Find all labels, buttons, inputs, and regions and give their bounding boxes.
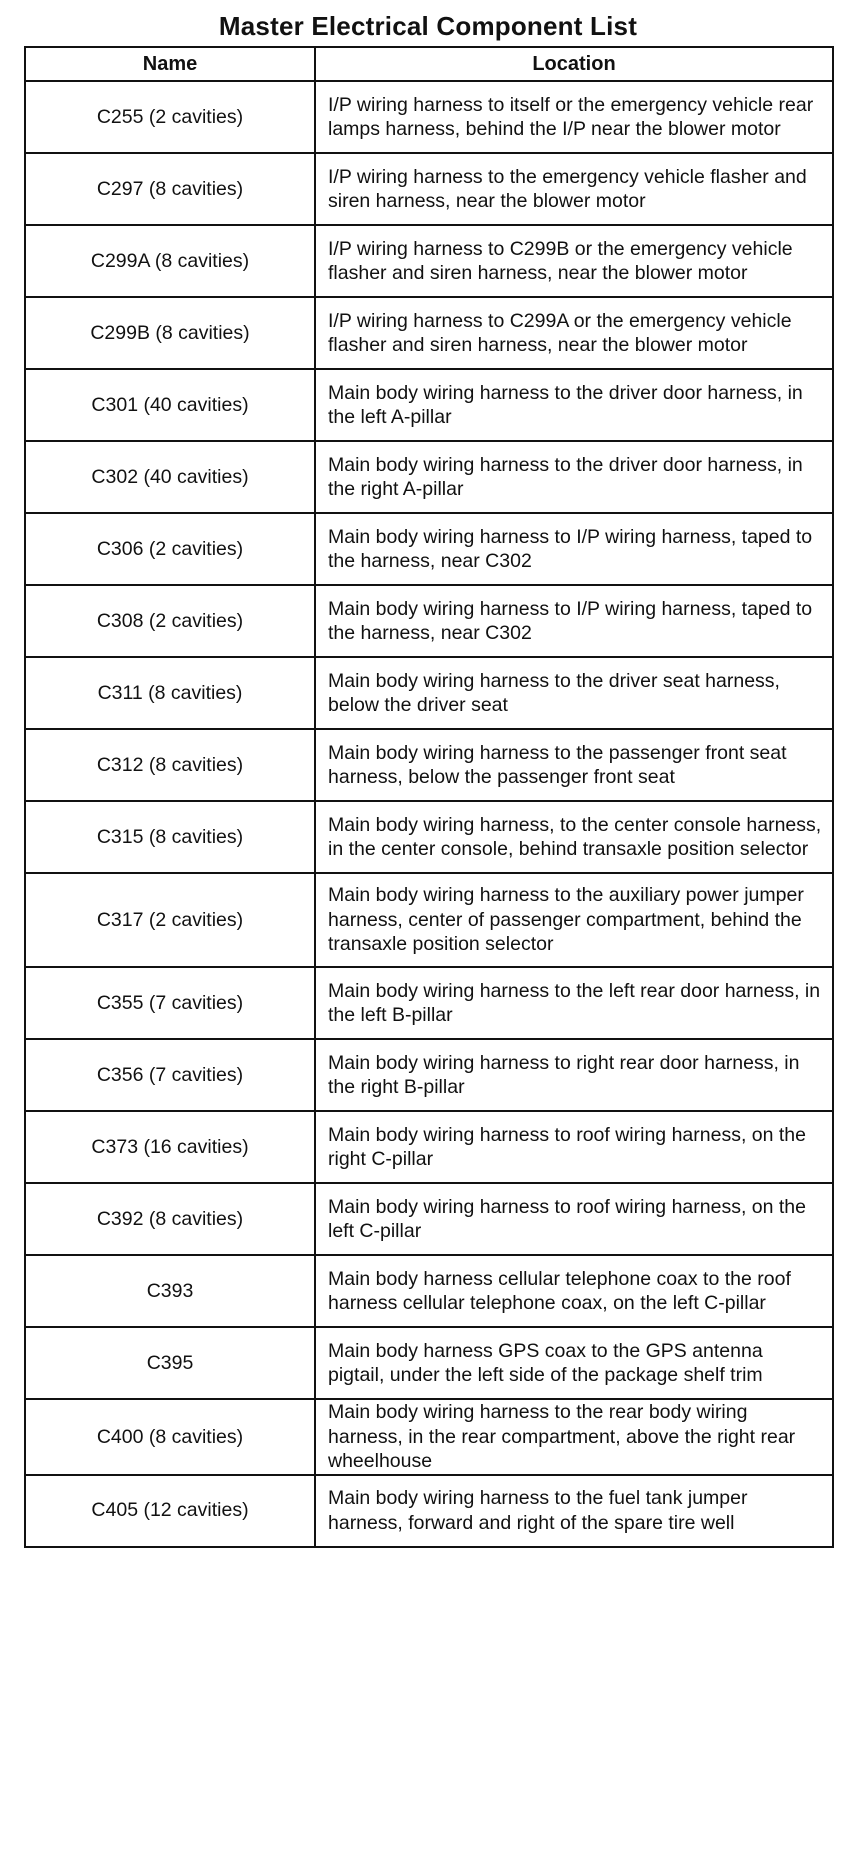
component-location-cell: I/P wiring harness to the emergency vehicle flasher and siren harness, near the blower motor (315, 153, 833, 225)
component-name-cell: C317 (2 cavities) (25, 873, 315, 967)
component-location-cell: Main body wiring harness to the driver door harness, in the right A-pillar (315, 441, 833, 513)
component-table (24, 46, 834, 1548)
component-name-cell: C255 (2 cavities) (25, 81, 315, 153)
table-row (25, 657, 833, 729)
component-name-cell: C405 (12 cavities) (25, 1475, 315, 1547)
component-name-cell: C355 (7 cavities) (25, 967, 315, 1039)
component-name-cell: C400 (8 cavities) (25, 1399, 315, 1475)
table-row (25, 801, 833, 873)
component-location-cell: Main body wiring harness to the left rear door harness, in the left B-pillar (315, 967, 833, 1039)
component-location-cell: Main body wiring harness to I/P wiring harness, taped to the harness, near C302 (315, 513, 833, 585)
table-row (25, 1111, 833, 1183)
component-name-cell: C299B (8 cavities) (25, 297, 315, 369)
component-location-cell: Main body wiring harness to right rear door harness, in the right B-pillar (315, 1039, 833, 1111)
table-row (25, 1475, 833, 1547)
column-header-name: Name (25, 47, 315, 81)
component-location-cell: Main body wiring harness to roof wiring harness, on the left C-pillar (315, 1183, 833, 1255)
table-header-row (25, 47, 833, 81)
component-location-cell: Main body harness GPS coax to the GPS antenna pigtail, under the left side of the package shelf trim (315, 1327, 833, 1399)
component-location-cell: Main body harness cellular telephone coax to the roof harness cellular telephone coax, on the left C-pillar (315, 1255, 833, 1327)
table-row (25, 1255, 833, 1327)
column-header-location: Location (315, 47, 833, 81)
table-row (25, 873, 833, 967)
component-name-cell: C393 (25, 1255, 315, 1327)
component-location-cell: Main body wiring harness to the rear body wiring harness, in the rear compartment, above the right rear wheelhouse (315, 1399, 833, 1475)
component-location-cell: Main body wiring harness to the driver door harness, in the left A-pillar (315, 369, 833, 441)
component-name-cell: C302 (40 cavities) (25, 441, 315, 513)
component-name-cell: C299A (8 cavities) (25, 225, 315, 297)
component-location-cell: Main body wiring harness to I/P wiring harness, taped to the harness, near C302 (315, 585, 833, 657)
component-location-cell: Main body wiring harness to the fuel tank jumper harness, forward and right of the spare tire well (315, 1475, 833, 1547)
table-row (25, 513, 833, 585)
component-location-cell: Main body wiring harness to roof wiring harness, on the right C-pillar (315, 1111, 833, 1183)
page-title: Master Electrical Component List (218, 11, 638, 41)
component-name-cell: C395 (25, 1327, 315, 1399)
table-row (25, 153, 833, 225)
component-location-cell: Main body wiring harness, to the center console harness, in the center console, behind transaxle position selector (315, 801, 833, 873)
table-row (25, 967, 833, 1039)
component-name-cell: C311 (8 cavities) (25, 657, 315, 729)
table-row (25, 369, 833, 441)
table-row (25, 585, 833, 657)
table-row (25, 81, 833, 153)
component-name-cell: C312 (8 cavities) (25, 729, 315, 801)
table-row (25, 225, 833, 297)
table-row (25, 297, 833, 369)
component-location-cell: Main body wiring harness to the driver seat harness, below the driver seat (315, 657, 833, 729)
component-name-cell: C315 (8 cavities) (25, 801, 315, 873)
table-row (25, 1327, 833, 1399)
table-row (25, 441, 833, 513)
component-name-cell: C356 (7 cavities) (25, 1039, 315, 1111)
component-name-cell: C392 (8 cavities) (25, 1183, 315, 1255)
component-name-cell: C373 (16 cavities) (25, 1111, 315, 1183)
table-row (25, 1039, 833, 1111)
component-location-cell: Main body wiring harness to the passenger front seat harness, below the passenger front seat (315, 729, 833, 801)
component-name-cell: C306 (2 cavities) (25, 513, 315, 585)
component-location-cell: Main body wiring harness to the auxiliary power jumper harness, center of passenger compartment, behind the transaxle position selector (315, 873, 833, 967)
table-row (25, 729, 833, 801)
component-location-cell: I/P wiring harness to itself or the emergency vehicle rear lamps harness, behind the I/P near the blower motor (315, 81, 833, 153)
component-location-cell: I/P wiring harness to C299B or the emergency vehicle flasher and siren harness, near the blower motor (315, 225, 833, 297)
component-location-cell: I/P wiring harness to C299A or the emergency vehicle flasher and siren harness, near the blower motor (315, 297, 833, 369)
component-name-cell: C308 (2 cavities) (25, 585, 315, 657)
component-name-cell: C297 (8 cavities) (25, 153, 315, 225)
component-name-cell: C301 (40 cavities) (25, 369, 315, 441)
table-row (25, 1183, 833, 1255)
table-row (25, 1399, 833, 1475)
